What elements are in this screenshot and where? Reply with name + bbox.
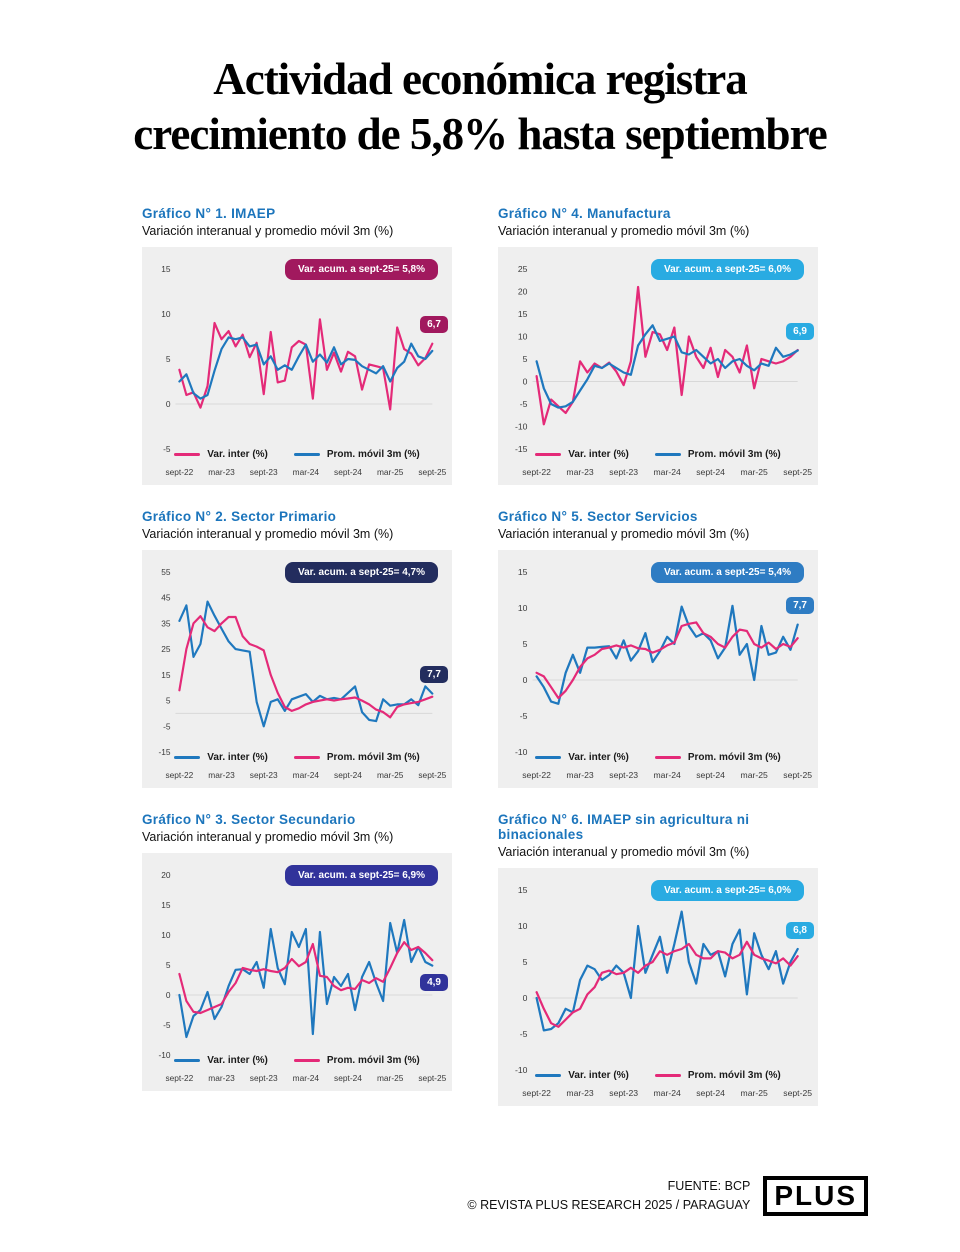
end-value-label: 7,7 [786,597,814,614]
legend-label: Prom. móvil 3m (%) [326,448,420,460]
legend-item [174,449,268,460]
legend-line-swatch [294,1059,320,1062]
svg-text:55: 55 [161,566,171,577]
svg-text:-15: -15 [515,443,528,454]
chart-title: Gráfico N° 6. IMAEP sin agricultura ni binacionales [498,811,750,842]
legend-label: Prom. móvil 3m (%) [326,751,420,763]
chart-block-sector-secundario [142,812,452,1106]
svg-text:-15: -15 [158,746,171,757]
svg-text:15: 15 [517,566,528,577]
legend-item [174,752,268,763]
chart-subtitle: Variación interanual y promedio móvil 3m (%) [498,844,750,859]
svg-text:-10: -10 [158,1049,171,1060]
legend-label: Var. inter (%) [568,1069,629,1081]
svg-text:sept-22: sept-22 [165,466,194,477]
chart-panel [142,853,452,1091]
svg-text:sept-24: sept-24 [334,769,362,780]
legend-line-swatch [535,1074,561,1077]
svg-text:-5: -5 [163,1019,171,1030]
legend-item [294,752,420,763]
headline-line-1: Actividad económica registra [213,54,747,104]
headline [0,52,960,162]
end-value-label: 6,9 [786,323,814,340]
svg-text:sept-25: sept-25 [783,466,813,477]
svg-text:sept-22: sept-22 [522,466,551,477]
footer-copyright: © REVISTA PLUS RESEARCH 2025 / PARAGUAY [467,1197,751,1212]
legend [498,752,818,763]
svg-text:mar-25: mar-25 [376,1072,404,1083]
legend-item [535,449,629,460]
legend-line-swatch [174,756,200,759]
svg-text:sept-22: sept-22 [165,1072,194,1083]
svg-text:mar-25: mar-25 [740,769,768,780]
chart-block-imaep-sin-agricultura [498,812,818,1106]
svg-text:sept-25: sept-25 [418,466,447,477]
end-value-label: 6,8 [786,922,814,939]
chart-panel [498,550,818,788]
svg-text:20: 20 [161,869,171,880]
svg-text:25: 25 [517,263,528,274]
chart-block-sector-primario [142,509,452,788]
accumulated-variation-badge: Var. acum. a sept-25= 5,8% [285,259,438,280]
legend-label: Prom. móvil 3m (%) [326,1054,420,1066]
svg-text:mar-25: mar-25 [376,466,404,477]
legend-label: Var. inter (%) [207,448,268,460]
svg-text:15: 15 [517,308,528,319]
svg-text:-10: -10 [515,746,528,757]
plus-logo: PLUS [763,1176,868,1216]
svg-text:mar-23: mar-23 [566,1087,594,1098]
svg-text:mar-24: mar-24 [653,769,681,780]
svg-text:-5: -5 [519,398,528,409]
legend-line-swatch [655,756,681,759]
legend-label: Var. inter (%) [568,448,629,460]
svg-text:sept-24: sept-24 [334,1072,362,1083]
svg-text:10: 10 [517,602,528,613]
chart-panel [142,550,452,788]
legend-line-swatch [174,453,200,456]
chart-subtitle: Variación interanual y promedio móvil 3m (%) [498,526,750,541]
legend [142,752,452,763]
svg-text:10: 10 [517,920,528,931]
svg-text:0: 0 [522,992,528,1003]
svg-text:5: 5 [165,959,171,970]
svg-text:sept-23: sept-23 [609,1087,639,1098]
svg-text:-10: -10 [515,421,528,432]
legend-label: Var. inter (%) [207,751,268,763]
chart-subtitle: Variación interanual y promedio móvil 3m (%) [498,223,750,238]
svg-text:sept-24: sept-24 [696,1087,725,1098]
headline-line-2: crecimiento de 5,8% hasta septiembre [133,108,827,159]
chart-panel [498,247,818,485]
svg-text:sept-23: sept-23 [249,1072,278,1083]
legend-line-swatch [535,756,561,759]
chart-panel [142,247,452,485]
chart-title: Gráfico N° 3. Sector Secundario [142,811,356,827]
legend-item [294,449,420,460]
svg-text:15: 15 [161,669,171,680]
legend-line-swatch [174,1059,200,1062]
svg-text:15: 15 [161,899,171,910]
accumulated-variation-badge: Var. acum. a sept-25= 4,7% [285,562,438,583]
svg-text:-10: -10 [515,1064,528,1075]
legend [498,1070,818,1081]
chart-block-sector-servicios [498,509,818,788]
legend [142,449,452,460]
svg-text:sept-23: sept-23 [609,769,639,780]
svg-text:sept-25: sept-25 [783,1087,813,1098]
svg-text:10: 10 [161,929,171,940]
end-value-label: 7,7 [420,666,448,683]
svg-text:mar-25: mar-25 [740,466,768,477]
legend-label: Prom. móvil 3m (%) [687,751,781,763]
legend-label: Prom. móvil 3m (%) [687,448,781,460]
legend-item [535,752,629,763]
svg-text:5: 5 [165,353,171,364]
legend-line-swatch [655,1074,681,1077]
chart-panel [498,868,818,1106]
svg-text:0: 0 [522,376,528,387]
legend-label: Var. inter (%) [568,751,629,763]
legend-line-swatch [294,756,320,759]
svg-text:mar-24: mar-24 [292,769,320,780]
accumulated-variation-badge: Var. acum. a sept-25= 5,4% [651,562,804,583]
svg-text:-5: -5 [163,721,171,732]
svg-text:5: 5 [522,638,528,649]
svg-text:-5: -5 [519,710,528,721]
svg-text:35: 35 [161,618,171,629]
legend-item [655,449,781,460]
legend-label: Var. inter (%) [207,1054,268,1066]
svg-text:0: 0 [165,398,171,409]
svg-text:mar-24: mar-24 [653,466,681,477]
svg-text:sept-24: sept-24 [696,466,725,477]
chart-block-imaep [142,206,452,485]
end-value-label: 4,9 [420,974,448,991]
chart-title: Gráfico N° 2. Sector Primario [142,508,337,524]
chart-title: Gráfico N° 1. IMAEP [142,205,276,221]
chart-grid [0,206,960,1130]
chart-block-manufactura [498,206,818,485]
accumulated-variation-badge: Var. acum. a sept-25= 6,0% [651,880,804,901]
svg-text:mar-24: mar-24 [653,1087,681,1098]
legend-line-swatch [655,453,681,456]
svg-text:20: 20 [517,286,528,297]
svg-text:-5: -5 [163,443,171,454]
svg-text:sept-22: sept-22 [522,1087,551,1098]
svg-text:15: 15 [161,263,171,274]
legend-item [174,1055,268,1066]
svg-text:mar-24: mar-24 [292,1072,320,1083]
svg-text:mar-23: mar-23 [566,466,594,477]
footer-source: FUENTE: BCP [667,1179,751,1194]
svg-text:10: 10 [517,331,528,342]
svg-text:0: 0 [522,674,528,685]
chart-subtitle: Variación interanual y promedio móvil 3m (%) [142,223,394,238]
footer-credits [467,1177,750,1215]
end-value-label: 6,7 [420,316,448,333]
svg-text:5: 5 [522,353,528,364]
svg-text:sept-25: sept-25 [783,769,813,780]
svg-text:45: 45 [161,592,171,603]
svg-text:sept-23: sept-23 [249,466,278,477]
footer [0,1176,960,1216]
legend-item [655,1070,781,1081]
legend-line-swatch [535,453,561,456]
accumulated-variation-badge: Var. acum. a sept-25= 6,0% [651,259,804,280]
legend [498,449,818,460]
svg-text:mar-23: mar-23 [208,769,235,780]
accumulated-variation-badge: Var. acum. a sept-25= 6,9% [285,865,438,886]
legend-item [294,1055,420,1066]
svg-text:mar-23: mar-23 [208,466,235,477]
chart-title: Gráfico N° 5. Sector Servicios [498,508,698,524]
svg-text:mar-25: mar-25 [740,1087,768,1098]
svg-text:0: 0 [165,989,171,1000]
svg-text:15: 15 [517,884,528,895]
legend [142,1055,452,1066]
chart-title: Gráfico N° 4. Manufactura [498,205,671,221]
svg-text:mar-24: mar-24 [292,466,320,477]
svg-text:mar-23: mar-23 [566,769,594,780]
svg-text:mar-25: mar-25 [376,769,404,780]
svg-text:-5: -5 [519,1028,528,1039]
svg-text:sept-22: sept-22 [522,769,551,780]
svg-text:sept-23: sept-23 [249,769,278,780]
svg-text:sept-24: sept-24 [696,769,725,780]
legend-line-swatch [294,453,320,456]
svg-text:25: 25 [161,643,171,654]
legend-item [535,1070,629,1081]
svg-text:sept-23: sept-23 [609,466,639,477]
legend-label: Prom. móvil 3m (%) [687,1069,781,1081]
chart-subtitle: Variación interanual y promedio móvil 3m (%) [142,829,394,844]
chart-subtitle: Variación interanual y promedio móvil 3m (%) [142,526,394,541]
svg-text:mar-23: mar-23 [208,1072,235,1083]
svg-text:sept-24: sept-24 [334,466,362,477]
svg-text:sept-25: sept-25 [418,769,447,780]
svg-text:10: 10 [161,308,171,319]
legend-item [655,752,781,763]
svg-text:sept-25: sept-25 [418,1072,447,1083]
svg-text:sept-22: sept-22 [165,769,194,780]
svg-text:5: 5 [522,956,528,967]
svg-text:5: 5 [165,695,171,706]
